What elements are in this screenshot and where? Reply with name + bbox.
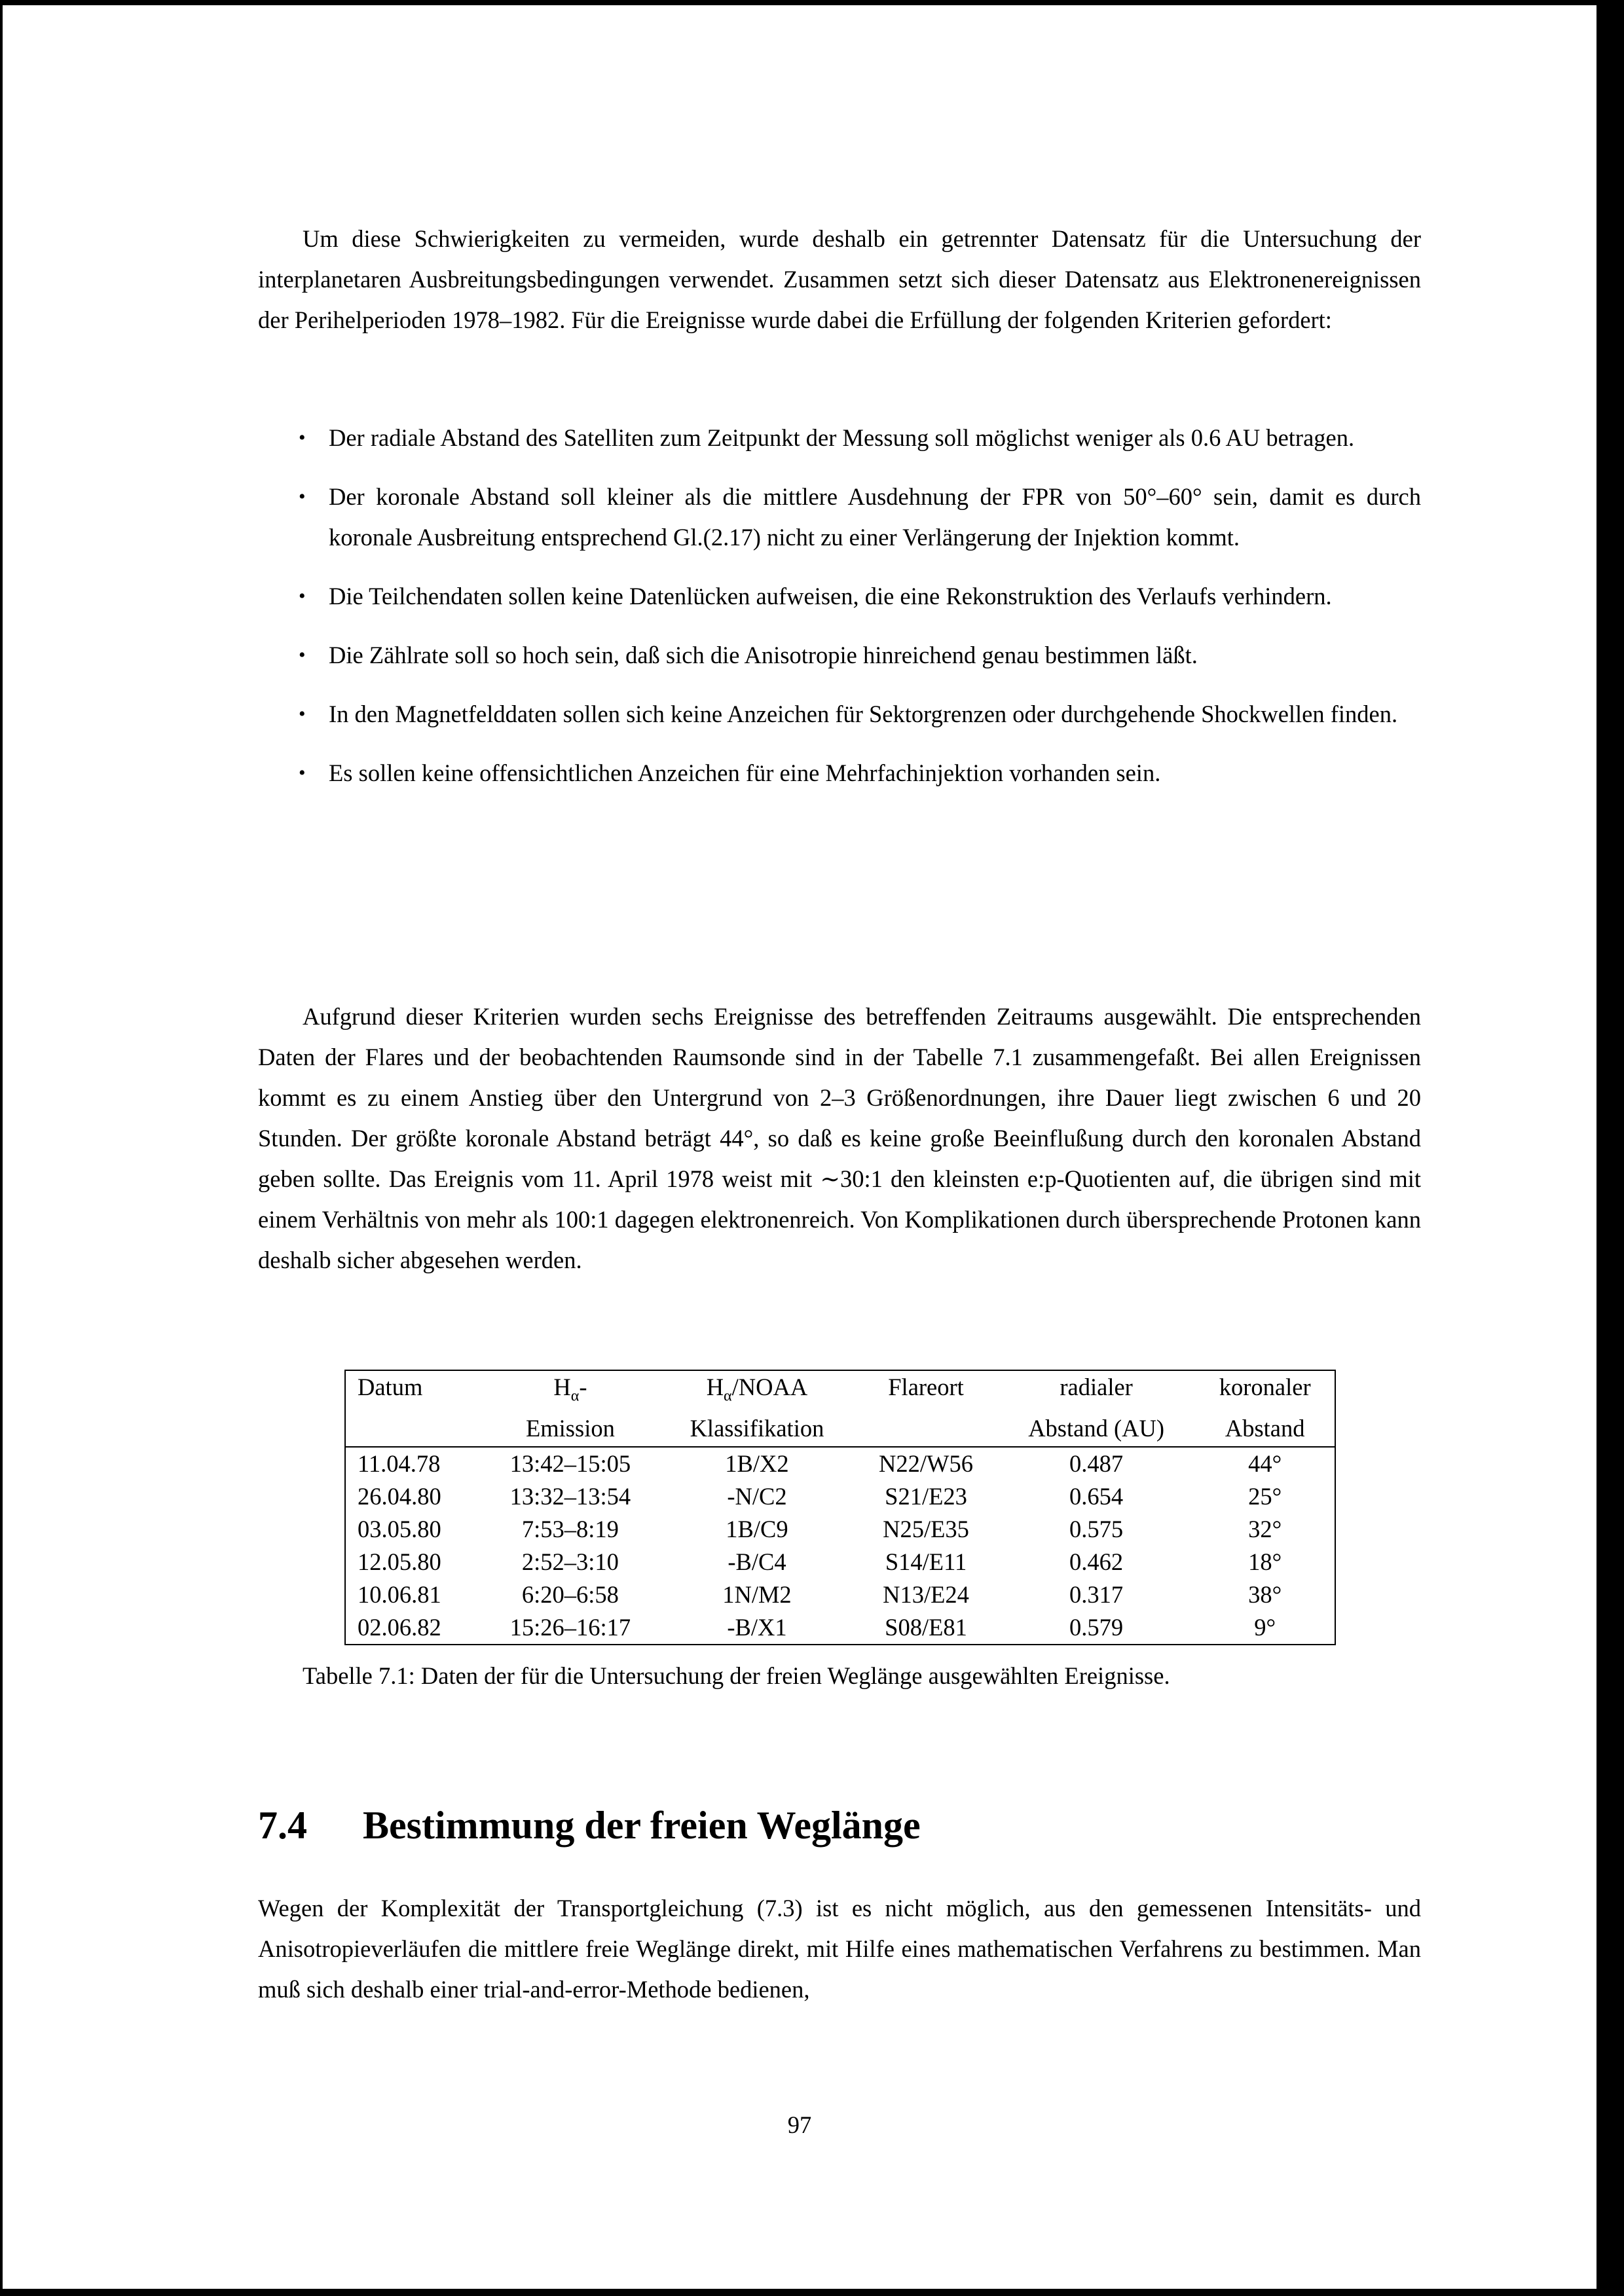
criteria-list — [299, 418, 1421, 812]
paragraph-section-body: Wegen der Komplexität der Transportgleichung (7.3) ist es nicht möglich, aus den gemessenen Intensitäts- und Anisotropieverläufen die mittlere freie Weglänge direkt, mit Hilfe eines mathematischen Verfahrens zu bestimmen. Man muß sich deshalb einer trial-and-error-Methode bedienen, — [258, 1895, 1421, 2003]
header-emission-line2: Emission — [481, 1412, 659, 1447]
table-row: 12.05.80 2:52–3:10 -B/C4 S14/E11 0.462 18° — [358, 1548, 1282, 1576]
events-table — [344, 1370, 1336, 1645]
bullet-icon: • — [299, 427, 306, 448]
header-coronal-distance: koronaler — [1219, 1374, 1311, 1400]
page-number: 97 — [787, 2111, 812, 2138]
section-heading — [258, 1799, 921, 1851]
table-row: 10.06.81 6:20–6:58 1N/M2 N13/E24 0.317 38° — [358, 1581, 1282, 1609]
list-item: • Der koronale Abstand soll kleiner als die mittlere Ausdehnung der FPR von 50°–60° sein, damit es durch koronale Ausbreitung entsprechend Gl.(2.17) nicht zu einer Verlängerung der Injektion kommt. — [299, 477, 1421, 558]
bullet-icon: • — [299, 585, 306, 607]
bullet-icon: • — [299, 486, 306, 507]
bullet-icon: • — [299, 762, 306, 784]
list-item: • In den Magnetfelddaten sollen sich keine Anzeichen für Sektorgrenzen oder durchgehende Shockwellen finden. — [299, 694, 1421, 735]
header-classification: $H_\alpha$/NOAA — [706, 1374, 808, 1405]
table-row: 03.05.80 7:53–8:19 1B/C9 N25/E35 0.575 32° — [358, 1516, 1282, 1543]
bullet-icon: • — [299, 703, 306, 725]
header-radial-line2: Abstand (AU) — [997, 1412, 1195, 1447]
list-item: • Es sollen keine offensichtlichen Anzeichen für eine Mehrfachinjektion vorhanden sein. — [299, 753, 1421, 793]
section-title: Bestimmung der freien Weglänge — [363, 1804, 921, 1847]
section-number: 7.4 — [258, 1804, 307, 1847]
bullet-icon: • — [299, 644, 306, 666]
header-datum: Datum — [358, 1374, 423, 1400]
list-item: • Die Teilchendaten sollen keine Datenlücken aufweisen, die eine Rekonstruktion des Verlaufs verhindern. — [299, 576, 1421, 617]
document-page — [3, 5, 1596, 2289]
header-coronal-line2: Abstand — [1195, 1412, 1335, 1447]
paragraph-selection: Aufgrund dieser Kriterien wurden sechs Ereignisse des betreffenden Zeitraums ausgewählt. Die entsprechenden Daten der Flares und der beobachtenden Raumsonde sind in der Tabelle 7.1 zusammengefaßt. Bei allen Ereignissen kommt es zu einem Anstieg über den Untergrund von 2–3 Größenordnungen, ihre Dauer liegt zwischen 6 und 20 Stunden. Der größte koronale Abstand beträgt 44°, so daß es keine große Beeinflußung durch den koronalen Abstand geben sollte. Das Ereignis vom 11. April 1978 weist mit ∼30:1 den kleinsten e:p-Quotienten auf, die übrigen sind mit einem Verhältnis von mehr als 100:1 dagegen elektronenreich. Von Komplikationen durch übersprechende Protonen kann deshalb sicher abgesehen werden. — [258, 1003, 1421, 1273]
header-classification-line2: Klassifikation — [659, 1412, 855, 1447]
table-row: 11.04.78 13:42–15:05 1B/X2 N22/W56 0.487 44° — [358, 1450, 1282, 1478]
header-h-alpha-emission: $H_\alpha-$ — [553, 1374, 587, 1405]
header-radial-distance: radialer — [1060, 1374, 1133, 1400]
table-caption: Tabelle 7.1: Daten der für die Untersuchung der freien Weglänge ausgewählten Ereignisse. — [303, 1662, 1170, 1689]
table-row: 02.06.82 15:26–16:17 -B/X1 S08/E81 0.579 9° — [358, 1614, 1276, 1641]
header-flareort: Flareort — [888, 1374, 964, 1400]
list-item: • Der radiale Abstand des Satelliten zum Zeitpunkt der Messung soll möglichst weniger als 0.6 AU betragen. — [299, 418, 1421, 458]
table-row: 26.04.80 13:32–13:54 -N/C2 S21/E23 0.654 25° — [358, 1483, 1282, 1510]
list-item: • Die Zählrate soll so hoch sein, daß sich die Anisotropie hinreichend genau bestimmen läßt. — [299, 635, 1421, 676]
paragraph-intro: Um diese Schwierigkeiten zu vermeiden, wurde deshalb ein getrennter Datensatz für die Untersuchung der interplanetaren Ausbreitungsbedingungen verwendet. Zusammen setzt sich dieser Datensatz aus Elektronenereignissen der Perihelperioden 1978–1982. Für die Ereignisse wurde dabei die Erfüllung der folgenden Kriterien gefordert: — [258, 225, 1421, 333]
